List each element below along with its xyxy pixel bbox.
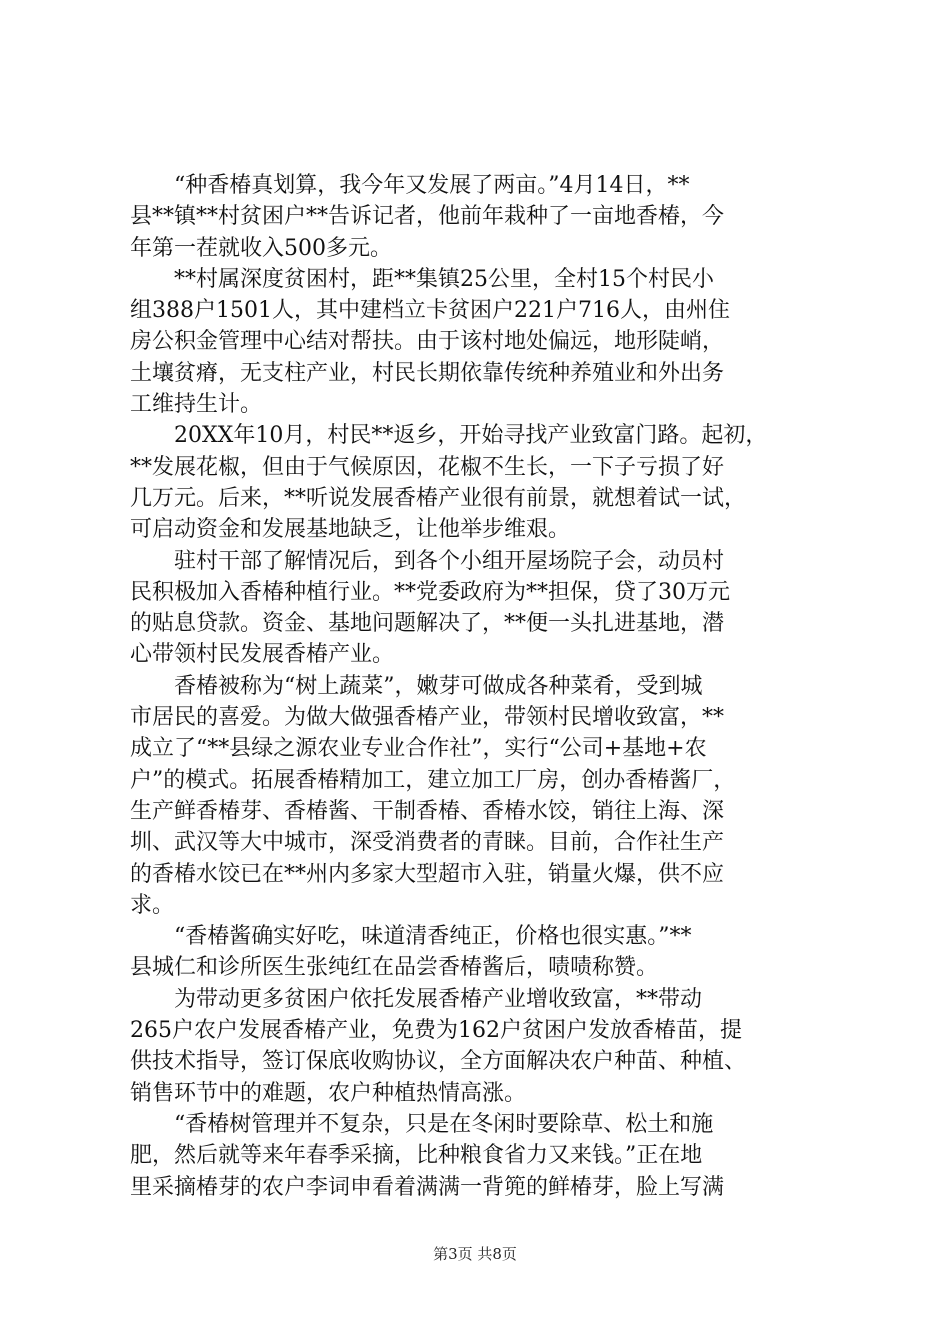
- text-line: 销售环节中的难题，农户种植热情高涨。: [130, 1080, 527, 1106]
- text-line: 房公积金管理中心结对帮扶。由于该村地处偏远，地形陡峭，: [130, 329, 725, 355]
- text-line: 几万元。后来，**听说发展香椿产业很有前景，就想着试一试，: [130, 485, 747, 511]
- page-number-footer: 第3页 共8页: [433, 1245, 517, 1263]
- text-line: 圳、武汉等大中城市，深受消费者的青睐。目前，合作社生产: [130, 830, 725, 856]
- text-line: 供技术指导，签订保底收购协议，全方面解决农户种苗、种植、: [130, 1049, 747, 1075]
- text-line: 成立了“**县绿之源农业专业合作社”，实行“公司+基地+农: [130, 736, 707, 762]
- text-line: 县城仁和诊所医生张纯红在品尝香椿酱后，啧啧称赞。: [130, 955, 659, 981]
- text-line: “香椿酱确实好吃，味道清香纯正，价格也很实惠。”**: [130, 924, 692, 950]
- text-line: 可启动资金和发展基地缺乏，让他举步维艰。: [130, 517, 571, 543]
- text-line: 工维持生计。: [130, 392, 263, 418]
- text-line: 户”的模式。拓展香椿精加工，建立加工厂房，创办香椿酱厂，: [130, 767, 736, 793]
- text-line: 里采摘椿芽的农户李词申看着满满一背篼的鲜椿芽，脸上写满: [130, 1174, 725, 1200]
- text-line: 组388户1501人，其中建档立卡贫困户221户716人，由州住: [130, 298, 730, 324]
- text-line: 肥，然后就等来年春季采摘，比种粮食省力又来钱。”正在地: [130, 1143, 703, 1169]
- text-line: 265户农户发展香椿产业，免费为162户贫困户发放香椿苗，提: [130, 1018, 742, 1044]
- text-line: **村属深度贫困村，距**集镇25公里，全村15个村民小: [130, 266, 714, 292]
- article-body: [130, 170, 842, 1203]
- text-line: 香椿被称为“树上蔬菜”，嫩芽可做成各种菜肴，受到城: [130, 673, 703, 699]
- text-line: “种香椿真划算，我今年又发展了两亩。”4月14日，**: [130, 173, 690, 198]
- text-line: 20XX年10月，村民**返乡，开始寻找产业致富门路。起初，: [130, 423, 768, 449]
- text-line: 民积极加入香椿种植行业。**党委政府为**担保，贷了30万元: [130, 579, 730, 605]
- text-line: 心带领村民发展香椿产业。: [130, 642, 395, 668]
- text-line: 土壤贫瘠，无支柱产业，村民长期依靠传统种养殖业和外出务: [130, 360, 725, 386]
- text-line: 求。: [130, 892, 175, 918]
- text-line: “香椿树管理并不复杂，只是在冬闲时要除草、松土和施: [130, 1111, 714, 1137]
- text-line: 的贴息贷款。资金、基地问题解决了，**便一头扎进基地，潜: [130, 611, 725, 637]
- text-line: 为带动更多贫困户依托发展香椿产业增收致富，**带动: [130, 986, 703, 1012]
- text-line: 年第一茬就收入500多元。: [130, 235, 392, 261]
- text-line: 驻村干部了解情况后，到各个小组开屋场院子会，动员村: [130, 548, 725, 574]
- text-line: 的香椿水饺已在**州内多家大型超市入驻，销量火爆，供不应: [130, 861, 725, 887]
- text-line: 县**镇**村贫困户**告诉记者，他前年栽种了一亩地香椿，今: [130, 204, 725, 230]
- text-line: **发展花椒，但由于气候原因，花椒不生长，一下子亏损了好: [130, 454, 725, 480]
- text-line: 生产鲜香椿芽、香椿酱、干制香椿、香椿水饺，销往上海、深: [130, 798, 725, 824]
- text-line: 市居民的喜爱。为做大做强香椿产业，带领村民增收致富，**: [130, 705, 725, 731]
